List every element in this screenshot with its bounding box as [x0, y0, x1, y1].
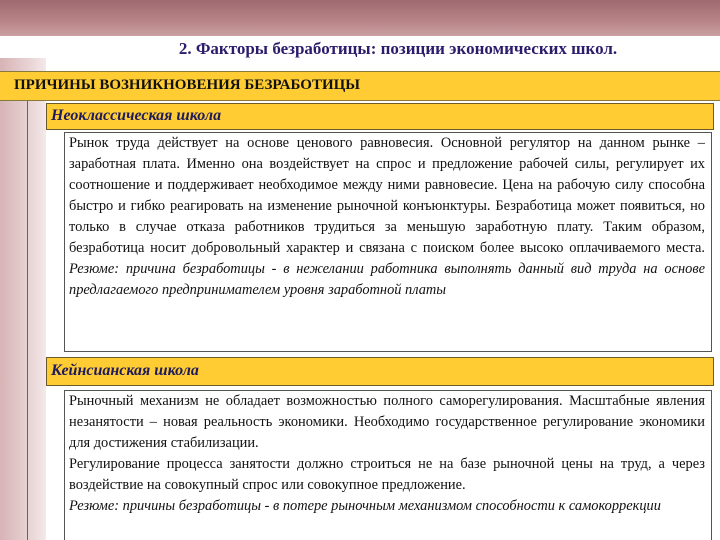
neoclassical-resume: Резюме: причина безработицы - в нежелании работника выполнять данный вид труда на основе предлагаемого предпринимателем уровня заработной платы: [69, 261, 705, 298]
keynesian-paragraph-2: [65, 454, 711, 496]
keynesian-paragraph-3: [65, 496, 711, 517]
keynesian-paragraph-1: [65, 391, 711, 454]
top-decorative-band: [0, 0, 720, 36]
keynesian-text-2: Регулирование процесса занятости должно строиться не на базе рыночной цены на труд, а через воздействие на совокупный спрос или совокупное предложение.: [69, 456, 705, 493]
left-divider-line: [27, 100, 28, 540]
left-decorative-bar: [0, 58, 46, 540]
keynesian-school-content: [64, 390, 712, 540]
neoclassical-paragraph: [65, 133, 711, 301]
keynesian-school-label-box: [46, 357, 714, 386]
neoclassical-school-label-box: [46, 103, 714, 130]
keynesian-resume: Резюме: причины безработицы - в потере рыночным механизмом способности к самокоррекции: [69, 498, 661, 514]
slide-title: 2. Факторы безработицы: позиции экономических школ.: [178, 39, 618, 58]
keynesian-text: Рыночный механизм не обладает возможностью полного саморегулирования. Масштабные явления незанятости – новая реальность экономики. Необходимо государственное регулирование экономики для достижения стабилизации.: [69, 393, 705, 451]
keynesian-school-label: Кейнсианская школа: [51, 362, 199, 379]
neoclassical-school-content: [64, 132, 712, 352]
causes-header-text: ПРИЧИНЫ ВОЗНИКНОВЕНИЯ БЕЗРАБОТИЦЫ: [14, 77, 361, 93]
causes-header-bar: [0, 71, 720, 101]
neoclassical-school-label: Неоклассическая школа: [51, 107, 222, 124]
neoclassical-text: Рынок труда действует на основе ценового равновесия. Основной регулятор на данном рынке – заработная плата. Именно она воздействует на спрос и предложение рабочей силы, регулирует их соотношение и поддерживает необходимое между ними равновесие. Цена на рабочую силу способна быстро и гибко реагировать на изменение рыночной конъюнктуры. Безработица может появиться, но только в случае отказа работников трудиться за меньшую заработную плату. Таким образом, безработица носит добровольный характер и связана с поиском более высоко оплачиваемого места.: [69, 135, 705, 256]
